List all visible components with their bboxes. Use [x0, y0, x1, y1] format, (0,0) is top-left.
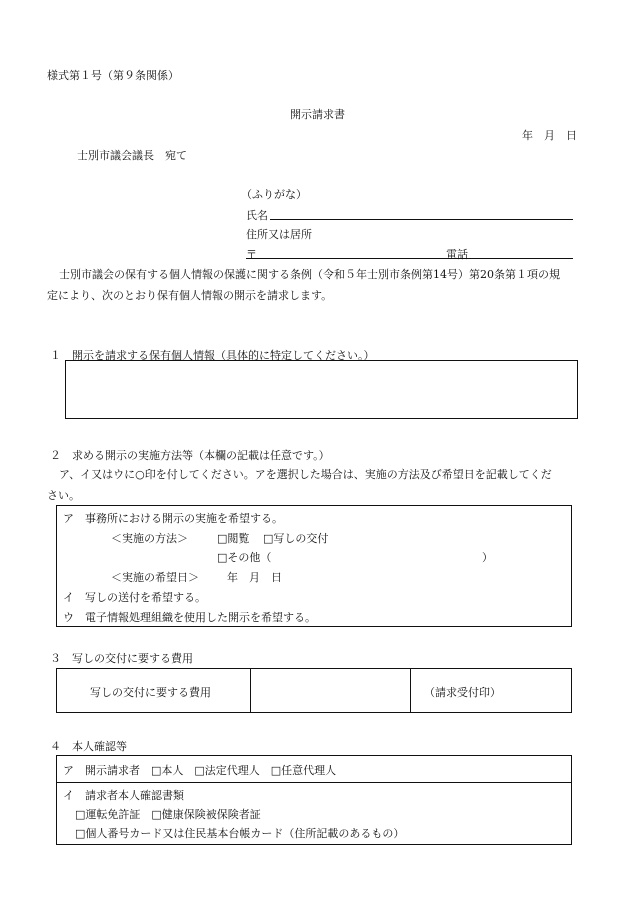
option-i[interactable]: イ 写しの送付を希望する。: [63, 591, 206, 604]
stamp-label: （請求受付印）: [424, 686, 501, 699]
personal-info-box[interactable]: [65, 360, 578, 419]
identity-table-divider: [56, 782, 572, 783]
date-field[interactable]: 年 月 日: [522, 129, 577, 142]
id-documents-line-2[interactable]: □個人番号カード又は住民基本台帳カード（住所記載のあるもの）: [75, 827, 405, 840]
address-field[interactable]: [246, 258, 573, 259]
name-field[interactable]: [270, 219, 573, 220]
date-preference-label: ＜実施の希望日＞: [111, 571, 199, 584]
requester-type-row[interactable]: ア 開示請求者 □本人 □法定代理人 □任意代理人: [63, 764, 337, 777]
postal-mark: 〒: [246, 248, 257, 261]
addressee: 士別市議会議長 宛て: [77, 149, 187, 162]
address-label: 住所又は居所: [246, 228, 312, 241]
intro-line-1: 士別市議会の保有する個人情報の保護に関する条例（令和５年士別市条例第14号）第20条第１項の規: [59, 268, 560, 281]
method-copy-checkbox[interactable]: □写しの交付: [263, 532, 329, 545]
method-other-checkbox[interactable]: □その他（: [217, 551, 272, 564]
section4-heading: ４ 本人確認等: [50, 740, 127, 753]
fee-table-divider-1: [250, 668, 251, 713]
date-preference-field[interactable]: 年 月 日: [227, 571, 282, 584]
phone-label: 電話: [446, 248, 468, 261]
section2-heading: ２ 求める開示の実施方法等（本欄の記載は任意です。）: [50, 449, 330, 462]
form-number: 様式第１号（第９条関係）: [47, 69, 179, 82]
option-a[interactable]: ア 事務所における開示の実施を希望する。: [63, 512, 283, 525]
section3-heading: ３ 写しの交付に要する費用: [50, 652, 193, 665]
id-documents-title: イ 請求者本人確認書類: [63, 789, 184, 802]
document-title: 開示請求書: [290, 108, 345, 121]
fee-table-divider-2: [410, 668, 411, 713]
name-label: 氏名: [246, 209, 268, 222]
method-other-close: ）: [482, 551, 493, 564]
method-view-checkbox[interactable]: □閲覧: [217, 532, 250, 545]
section2-note-line-1: ア、イ又はウに○印を付してください。アを選択した場合は、実施の方法及び希望日を記載してくだ: [59, 468, 552, 481]
section1-heading: １ 開示を請求する保有個人情報（具体的に特定してください。）: [50, 349, 375, 362]
fee-label: 写しの交付に要する費用: [90, 686, 211, 699]
intro-line-2: 定により、次のとおり保有個人情報の開示を請求します。: [47, 289, 333, 302]
option-u[interactable]: ウ 電子情報処理組織を使用した開示を希望する。: [63, 611, 316, 624]
id-documents-line-1[interactable]: □運転免許証 □健康保険被保険者証: [75, 808, 261, 821]
section2-note-line-2: さい。: [47, 489, 80, 502]
furigana-label: （ふりがな）: [241, 188, 307, 201]
method-label: ＜実施の方法＞: [111, 532, 188, 545]
